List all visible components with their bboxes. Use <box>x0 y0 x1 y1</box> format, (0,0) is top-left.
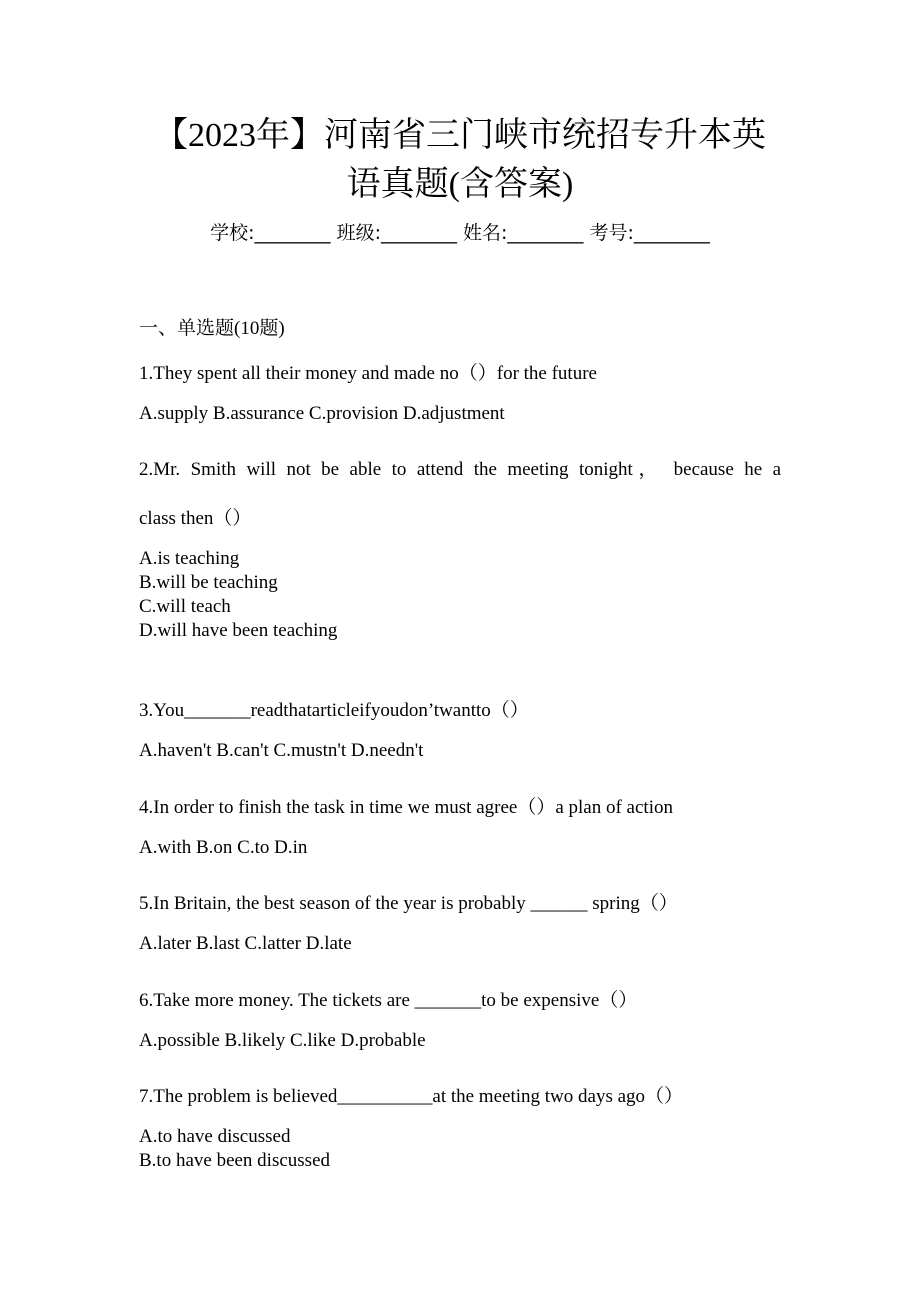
question-3-stem: 3.You_______readthatarticleifyoudon’twantto（） <box>139 700 529 721</box>
student-info-fields: 学校:________ 班级:________ 姓名:________ 考号:________ <box>210 222 710 244</box>
question-2-stem-line-1: 2.Mr. Smith will not be able to attend the meeting tonight， because he a <box>139 459 781 480</box>
question-2-stem-line-2: class then（） <box>139 508 252 529</box>
question-7-option-b: B.to have been discussed <box>139 1150 331 1171</box>
question-7-stem: 7.The problem is believed__________at the meeting two days ago（） <box>139 1086 684 1107</box>
question-6-stem: 6.Take more money. The tickets are _______to be expensive（） <box>139 990 638 1011</box>
question-5-options: A.later B.last C.latter D.late <box>139 933 352 954</box>
question-6-options: A.possible B.likely C.like D.probable <box>139 1030 426 1051</box>
question-5-stem: 5.In Britain, the best season of the year is probably ______ spring（） <box>139 893 678 914</box>
question-4-options: A.with B.on C.to D.in <box>139 837 308 858</box>
question-1-stem: 1.They spent all their money and made no（）for the future <box>139 363 597 384</box>
section-heading: 一、单选题(10题) <box>139 318 285 339</box>
question-2-option-d: D.will have been teaching <box>139 620 338 641</box>
question-3-options: A.haven't B.can't C.mustn't D.needn't <box>139 740 424 761</box>
question-7-option-a: A.to have discussed <box>139 1126 291 1147</box>
question-2-option-b: B.will be teaching <box>139 572 278 593</box>
document-title-line-1: 【2023年】河南省三门峡市统招专升本英 <box>154 117 766 154</box>
document-title-line-2: 语真题(含答案) <box>346 166 574 203</box>
question-2-option-a: A.is teaching <box>139 548 240 569</box>
question-4-stem: 4.In order to finish the task in time we must agree（）a plan of action <box>139 797 673 818</box>
question-2-option-c: C.will teach <box>139 596 231 617</box>
question-1-options: A.supply B.assurance C.provision D.adjustment <box>139 403 505 424</box>
